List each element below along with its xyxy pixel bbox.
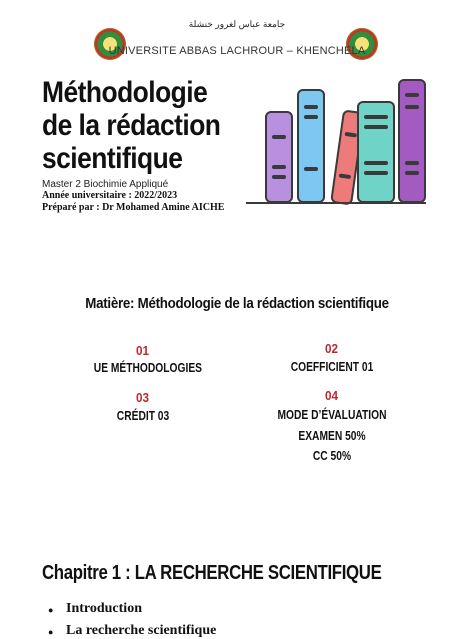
item-label-ue: UE MÉTHODOLOGIES [93, 361, 203, 375]
bullet-introduction: Introduction [66, 601, 142, 616]
academic-year: Année universitaire : 2022/2023 [42, 190, 178, 201]
bullet-icon: ● [48, 627, 54, 637]
document-title [42, 76, 220, 175]
item-number-01: 01 [136, 343, 150, 358]
book-icon [265, 111, 293, 203]
item-label-exam: EXAMEN 50% [298, 429, 366, 443]
title-line-1: Méthodologie [42, 76, 208, 109]
program-text: Master 2 Biochimie Appliqué [42, 179, 169, 190]
title-line-2: de la rédaction [42, 109, 221, 142]
book-icon [297, 89, 325, 203]
item-label-cc: CC 50% [312, 449, 352, 463]
author-line: Préparé par : Dr Mohamed Amine AICHE [42, 202, 225, 213]
course-subject: Matière: Méthodologie de la rédaction scientifique [85, 296, 389, 312]
item-label-credit: CRÉDIT 03 [116, 409, 170, 423]
title-line-3: scientifique [42, 142, 183, 175]
chapter-heading: Chapitre 1 : LA RECHERCHE SCIENTIFIQUE [42, 562, 382, 584]
bullet-recherche: La recherche scientifique [66, 623, 217, 638]
item-label-evaluation: MODE D’ÉVALUATION [277, 408, 387, 422]
book-icon [330, 109, 365, 205]
arabic-university-name: جامعة عباس لغرور خنشلة [188, 19, 286, 29]
item-number-03: 03 [136, 390, 150, 405]
book-icon [398, 79, 426, 203]
item-number-02: 02 [325, 341, 339, 356]
item-label-coefficient: COEFFICIENT 01 [290, 360, 374, 374]
university-name: UNIVERSITE ABBAS LACHROUR – KHENCHELA [108, 45, 366, 57]
item-number-04: 04 [325, 388, 339, 403]
book-icon [357, 101, 395, 203]
shelf-line [246, 202, 426, 204]
bullet-icon: ● [48, 605, 54, 615]
